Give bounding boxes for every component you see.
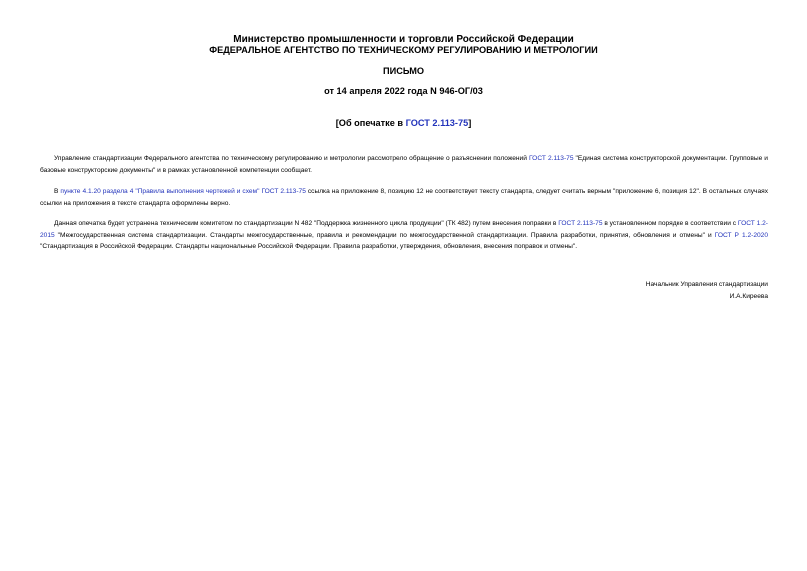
paragraph-1: [40, 153, 768, 176]
p3-text-2: в установленном порядке в соответствии с: [602, 220, 738, 227]
p2-text-3: ссылка на приложение 8, позицию 12 не соответствует тексту стандарта, следует считать верным "приложение 6, позиция 12". В остальных случаях ссылки на приложения в тексте стандарта оформлены верно.: [40, 188, 768, 207]
p3-text-1: Данная опечатка будет устранена техническим комитетом по стандартизации N 482 "Поддержка жизненного цикла продукции" (ТК 482) путем внесения поправки в: [54, 220, 559, 227]
signatory-position: Начальник Управления стандартизации: [645, 281, 768, 288]
p1-gost-link[interactable]: ГОСТ 2.113-75: [528, 155, 574, 162]
p1-text-1: Управление стандартизации Федерального агентства по техническому регулированию и метрологии рассмотрело обращение о разъяснении положений: [54, 155, 529, 162]
p3-gost-r-1-2-2020-link[interactable]: ГОСТ Р 1.2-2020: [714, 231, 768, 239]
subject-gost-link[interactable]: ГОСТ 2.113-75: [405, 118, 469, 128]
p1-text-2: "Единая система конструкторской документации. Групповые и базовые конструкторские документы" и в рамках установленной компетенции сообщает.: [40, 155, 768, 174]
signature-block: [646, 279, 768, 302]
document-type: ПИСЬМО: [382, 66, 425, 76]
ministry-name: Министерство промышленности и торговли Российской Федерации: [233, 34, 574, 45]
paragraph-3: [40, 218, 768, 253]
document-date: от 14 апреля 2022 года N 946-ОГ/03: [324, 86, 483, 96]
subject-prefix: [Об опечатке в: [335, 118, 406, 128]
signatory-name: И.А.Киреева: [729, 292, 768, 300]
subject-suffix: ]: [468, 118, 472, 128]
p2-text-1: В: [54, 188, 61, 195]
p3-text-3: "Межгосударственная система стандартизации. Стандарты межгосударственные, правила и рекомендации по межгосударственной стандартизации. Правила разработки, принятия, обновления и отмены" и: [54, 231, 715, 239]
document-subject: [0, 118, 807, 129]
paragraph-2: [40, 186, 768, 209]
agency-name: ФЕДЕРАЛЬНОЕ АГЕНТСТВО ПО ТЕХНИЧЕСКОМУ РЕГУЛИРОВАНИЮ И МЕТРОЛОГИИ: [209, 45, 598, 55]
document-header: [0, 34, 807, 129]
p2-clause-link[interactable]: пункте 4.1.20 раздела 4 "Правила выполнения чертежей и схем": [60, 188, 260, 195]
p3-gost-1-2-2015-link[interactable]: ГОСТ 1.2-2015: [40, 220, 769, 239]
p3-gost-link[interactable]: ГОСТ 2.113-75: [558, 220, 603, 227]
p2-gost-link[interactable]: ГОСТ 2.113-75: [261, 188, 306, 195]
p3-text-4: "Стандартизация в Российской Федерации. Стандарты национальные Российской Федерации. Правила разработки, утверждения, обновления, внесения поправок и отмены".: [40, 243, 578, 250]
